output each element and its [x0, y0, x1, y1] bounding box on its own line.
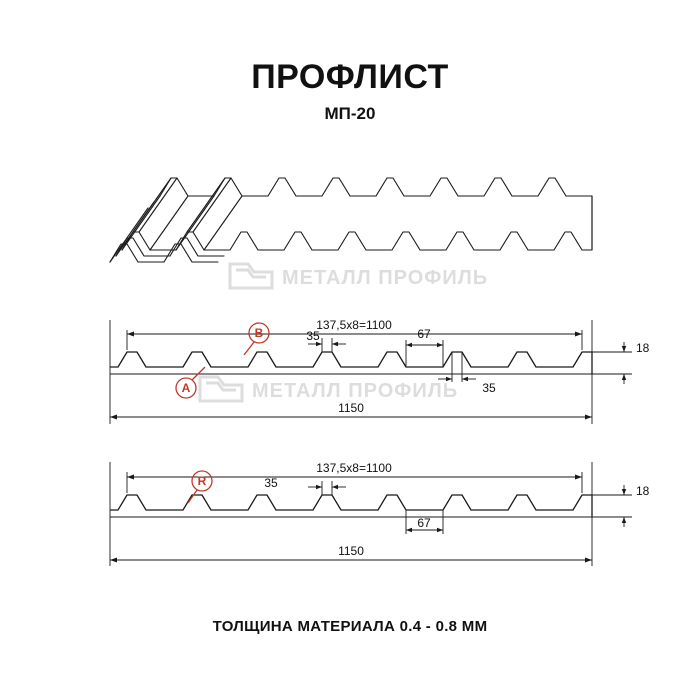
- dimension-height-top: [592, 342, 632, 384]
- dim-valley-top-label: 67: [417, 327, 431, 341]
- page-subtitle: МП-20: [324, 104, 376, 123]
- section-profile-top: [110, 352, 592, 374]
- dim-height-bottom-label: 18: [636, 484, 650, 498]
- callout-b: [244, 323, 269, 355]
- dim-rib-bottom-view-label: 35: [264, 476, 278, 490]
- watermark-2: [200, 377, 458, 402]
- callout-b-label: B: [254, 326, 264, 340]
- dimension-valley-top: [406, 340, 443, 366]
- dimension-rib-bottom-view: [308, 481, 346, 495]
- callout-r-label: R: [197, 474, 207, 488]
- dim-working-width-top-label: 137,5х8=1100: [316, 318, 392, 332]
- dimension-overall-width-top: [110, 415, 592, 420]
- callout-r: [188, 471, 212, 503]
- dimension-height-bottom: [592, 485, 632, 527]
- dim-rib-bottom-label: 35: [482, 381, 496, 395]
- page-title: ПРОФЛИСТ: [251, 58, 449, 96]
- watermark-label: МЕТАЛЛ ПРОФИЛЬ: [282, 267, 489, 289]
- dim-working-width-bottom-label: 137,5х8=1100: [316, 461, 392, 475]
- watermark-group: [200, 264, 488, 402]
- dim-overall-width-bottom-label: 1150: [338, 544, 364, 558]
- section-profile-bottom: [110, 495, 592, 517]
- dimension-overall-width-bottom: [110, 558, 592, 563]
- dim-valley-bottom-label: 67: [417, 516, 431, 530]
- dim-height-top-label: 18: [636, 341, 650, 355]
- dim-rib-top-label: 35: [306, 329, 320, 343]
- dim-overall-width-top-label: 1150: [338, 401, 364, 415]
- watermark-1: [230, 264, 488, 289]
- callout-a-label: A: [181, 381, 191, 395]
- watermark-label: МЕТАЛЛ ПРОФИЛЬ: [252, 380, 459, 402]
- material-thickness-note: ТОЛЩИНА МАТЕРИАЛА 0.4 - 0.8 ММ: [212, 618, 488, 635]
- isometric-profile-view: [110, 178, 592, 262]
